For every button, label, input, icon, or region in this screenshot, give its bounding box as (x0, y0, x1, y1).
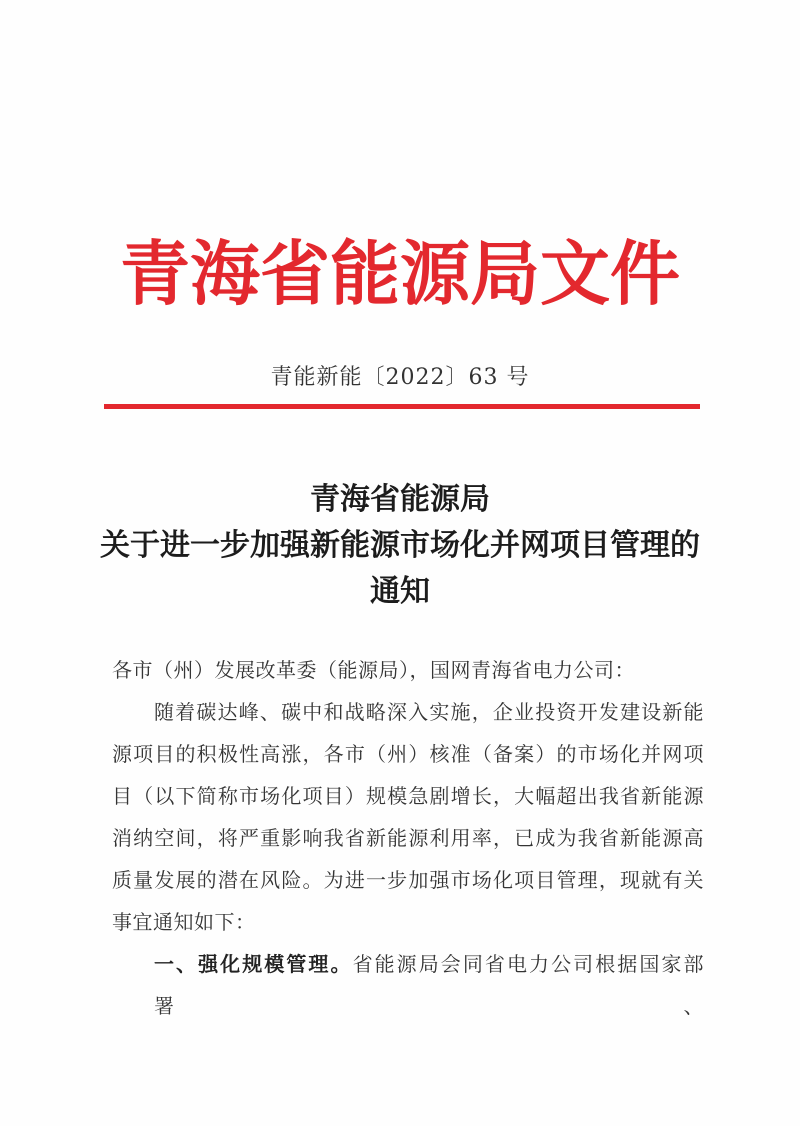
notice-title-line-1: 青海省能源局 (310, 482, 490, 517)
notice-title-line-2: 关于进一步加强新能源市场化并网项目管理的 (100, 528, 700, 563)
body-line-text: 目（以下简称市场化项目）规模急剧增长，大幅超出我省新能源 (112, 784, 704, 808)
body-text (112, 649, 704, 1018)
body-line (112, 775, 704, 817)
notice-title-line-3: 通知 (370, 574, 430, 609)
body-line-text: 质量发展的潜在风险。为进一步加强市场化项目管理，现就有关 (112, 868, 704, 892)
body-line-text: 各市（州）发展改革委（能源局），国网青海省电力公司： (112, 658, 635, 682)
letterhead-agency-title: 青海省能源局文件 (120, 232, 680, 315)
body-line (112, 691, 704, 733)
body-line (112, 649, 704, 691)
body-line-text: 随着碳达峰、碳中和战略深入实施，企业投资开发建设新能 (154, 700, 704, 724)
body-line (112, 943, 704, 1018)
body-line-bold-lead: 一、强化规模管理。 (154, 952, 353, 976)
notice-title (40, 477, 760, 615)
body-line-text: 省能源局会同省电力公司根据国家部署、 (154, 952, 704, 1018)
body-line (112, 733, 704, 775)
body-line-text: 消纳空间，将严重影响我省新能源利用率，已成为我省新能源高 (112, 826, 704, 850)
letterhead-divider-rule (104, 404, 700, 409)
body-line (112, 901, 704, 943)
doc-number: 青能新能〔2022〕63 号 (270, 365, 530, 390)
body-line-text: 源项目的积极性高涨，各市（州）核准（备案）的市场化并网项 (112, 742, 704, 766)
body-line-text: 事宜通知如下： (112, 910, 256, 934)
body-line (112, 817, 704, 859)
body-line (112, 859, 704, 901)
